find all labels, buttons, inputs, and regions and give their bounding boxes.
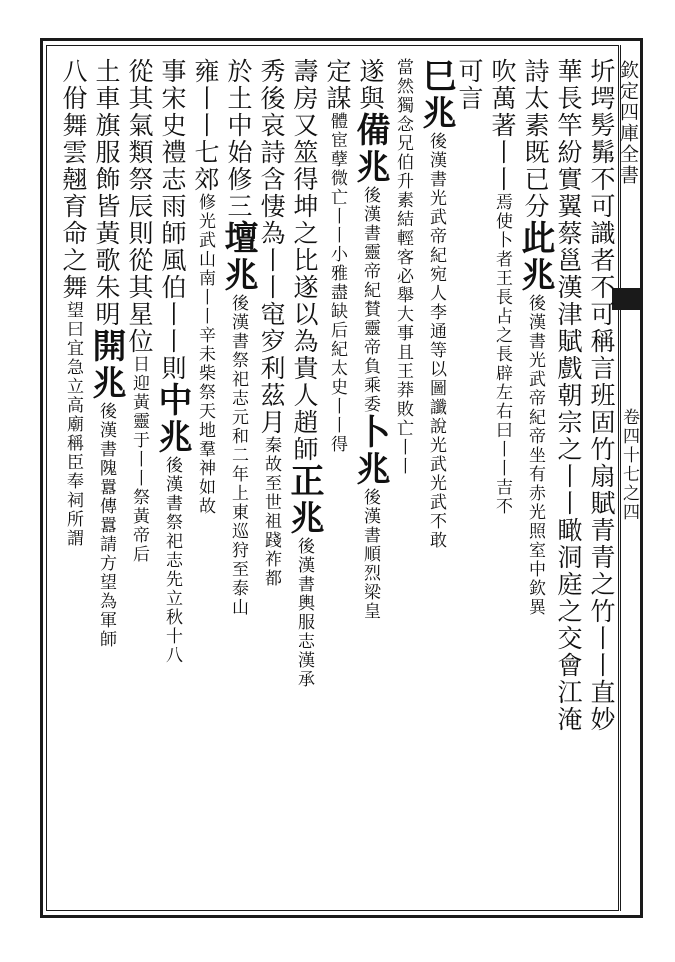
annotation-text: 後漢書靈帝紀賛靈帝負乘委 [360, 186, 380, 414]
body-text: 雍丨丨七郊 [191, 58, 220, 193]
body-text: 於土中始修三 [224, 58, 253, 220]
body-text: 詩太素既已分 [521, 58, 550, 220]
annotation-text: 日迎黃靈于丨丨祭黃帝后 [129, 355, 149, 564]
body-text: 吹萬著丨丨 [488, 58, 517, 193]
annotation-text: 望曰宜急立高廟稱臣奉祠所謂 [63, 301, 83, 548]
annotation-text: 秦故至世祖踐祚都 [261, 436, 281, 588]
body-text: 壽房又筮得坤之比遂以為貴人趙師 [290, 58, 319, 463]
annotation-text: 後漢書祭祀志元和二年上東巡狩至泰山 [228, 294, 248, 617]
annotation-text: 后紀太史丨丨得 [327, 321, 347, 454]
body-text: 華長竿紛實翼蔡邕漢津賦戲朝宗之丨丨瞰洞庭之交會江淹 [554, 58, 583, 733]
margin-book-title: 欽定四庫全書 [617, 60, 639, 186]
entry-heading: 開兆 [86, 328, 126, 402]
entry-heading: 正兆 [284, 463, 324, 537]
body-text: 定謀 [323, 58, 352, 112]
entry-heading: 中兆 [152, 382, 192, 456]
entry-heading: 備兆 [350, 112, 390, 186]
body-text: 事宋史禮志雨師風伯丨丨則 [158, 58, 187, 382]
body-text: 秀後哀詩含悽為丨丨窀穸利茲月 [257, 58, 286, 436]
annotation-text: 修光武山南丨丨辛未柴祭天地羣神如故 [195, 193, 215, 516]
body-text: 圻堮髣髴不可識者不可稱言班固竹扇賦青青之竹丨丨直妙 [587, 58, 616, 733]
body-text: 從其氣類祭辰則從其星位 [125, 58, 154, 355]
body-text: 土車旗服飾皆黃歌朱明 [92, 58, 121, 328]
annotation-text: 後漢書輿服志漢承 [294, 537, 314, 689]
entry-heading: 壇兆 [218, 220, 258, 294]
entry-heading: 此兆 [515, 220, 555, 294]
text-column [52, 58, 94, 908]
annotation-text: 後漢書順烈梁皇 [360, 488, 380, 621]
body-text: 八佾舞雲翹育命之舞 [59, 58, 88, 301]
annotation-text: 後漢書光武帝紀帝坐有赤光照室中欽異 [525, 294, 545, 617]
annotation-text: 體宦孽微亡丨丨小雅盡缺 [327, 112, 347, 321]
annotation-text: 後漢書光武帝紀宛人李通等以圖讖說光武光武不敢 [426, 132, 446, 550]
margin-volume-label: 卷四十七之四 [619, 408, 639, 522]
entry-heading: 卜兆 [350, 414, 390, 488]
annotation-text: 後漢書祭祀志先立秋十八 [162, 456, 182, 665]
body-text: 可言 [455, 58, 484, 112]
annotation-text: 後漢書隗囂傳囂請方望為軍師 [96, 402, 116, 649]
entry-heading: 巳兆 [416, 58, 456, 132]
annotation-text: 當然獨念兄伯升素結輕客必舉大事且王莽敗亡丨丨 [393, 58, 413, 476]
body-text: 遂與 [356, 58, 385, 112]
annotation-text: 焉使卜者王長占之長辟左右曰丨丨吉不 [492, 193, 512, 516]
